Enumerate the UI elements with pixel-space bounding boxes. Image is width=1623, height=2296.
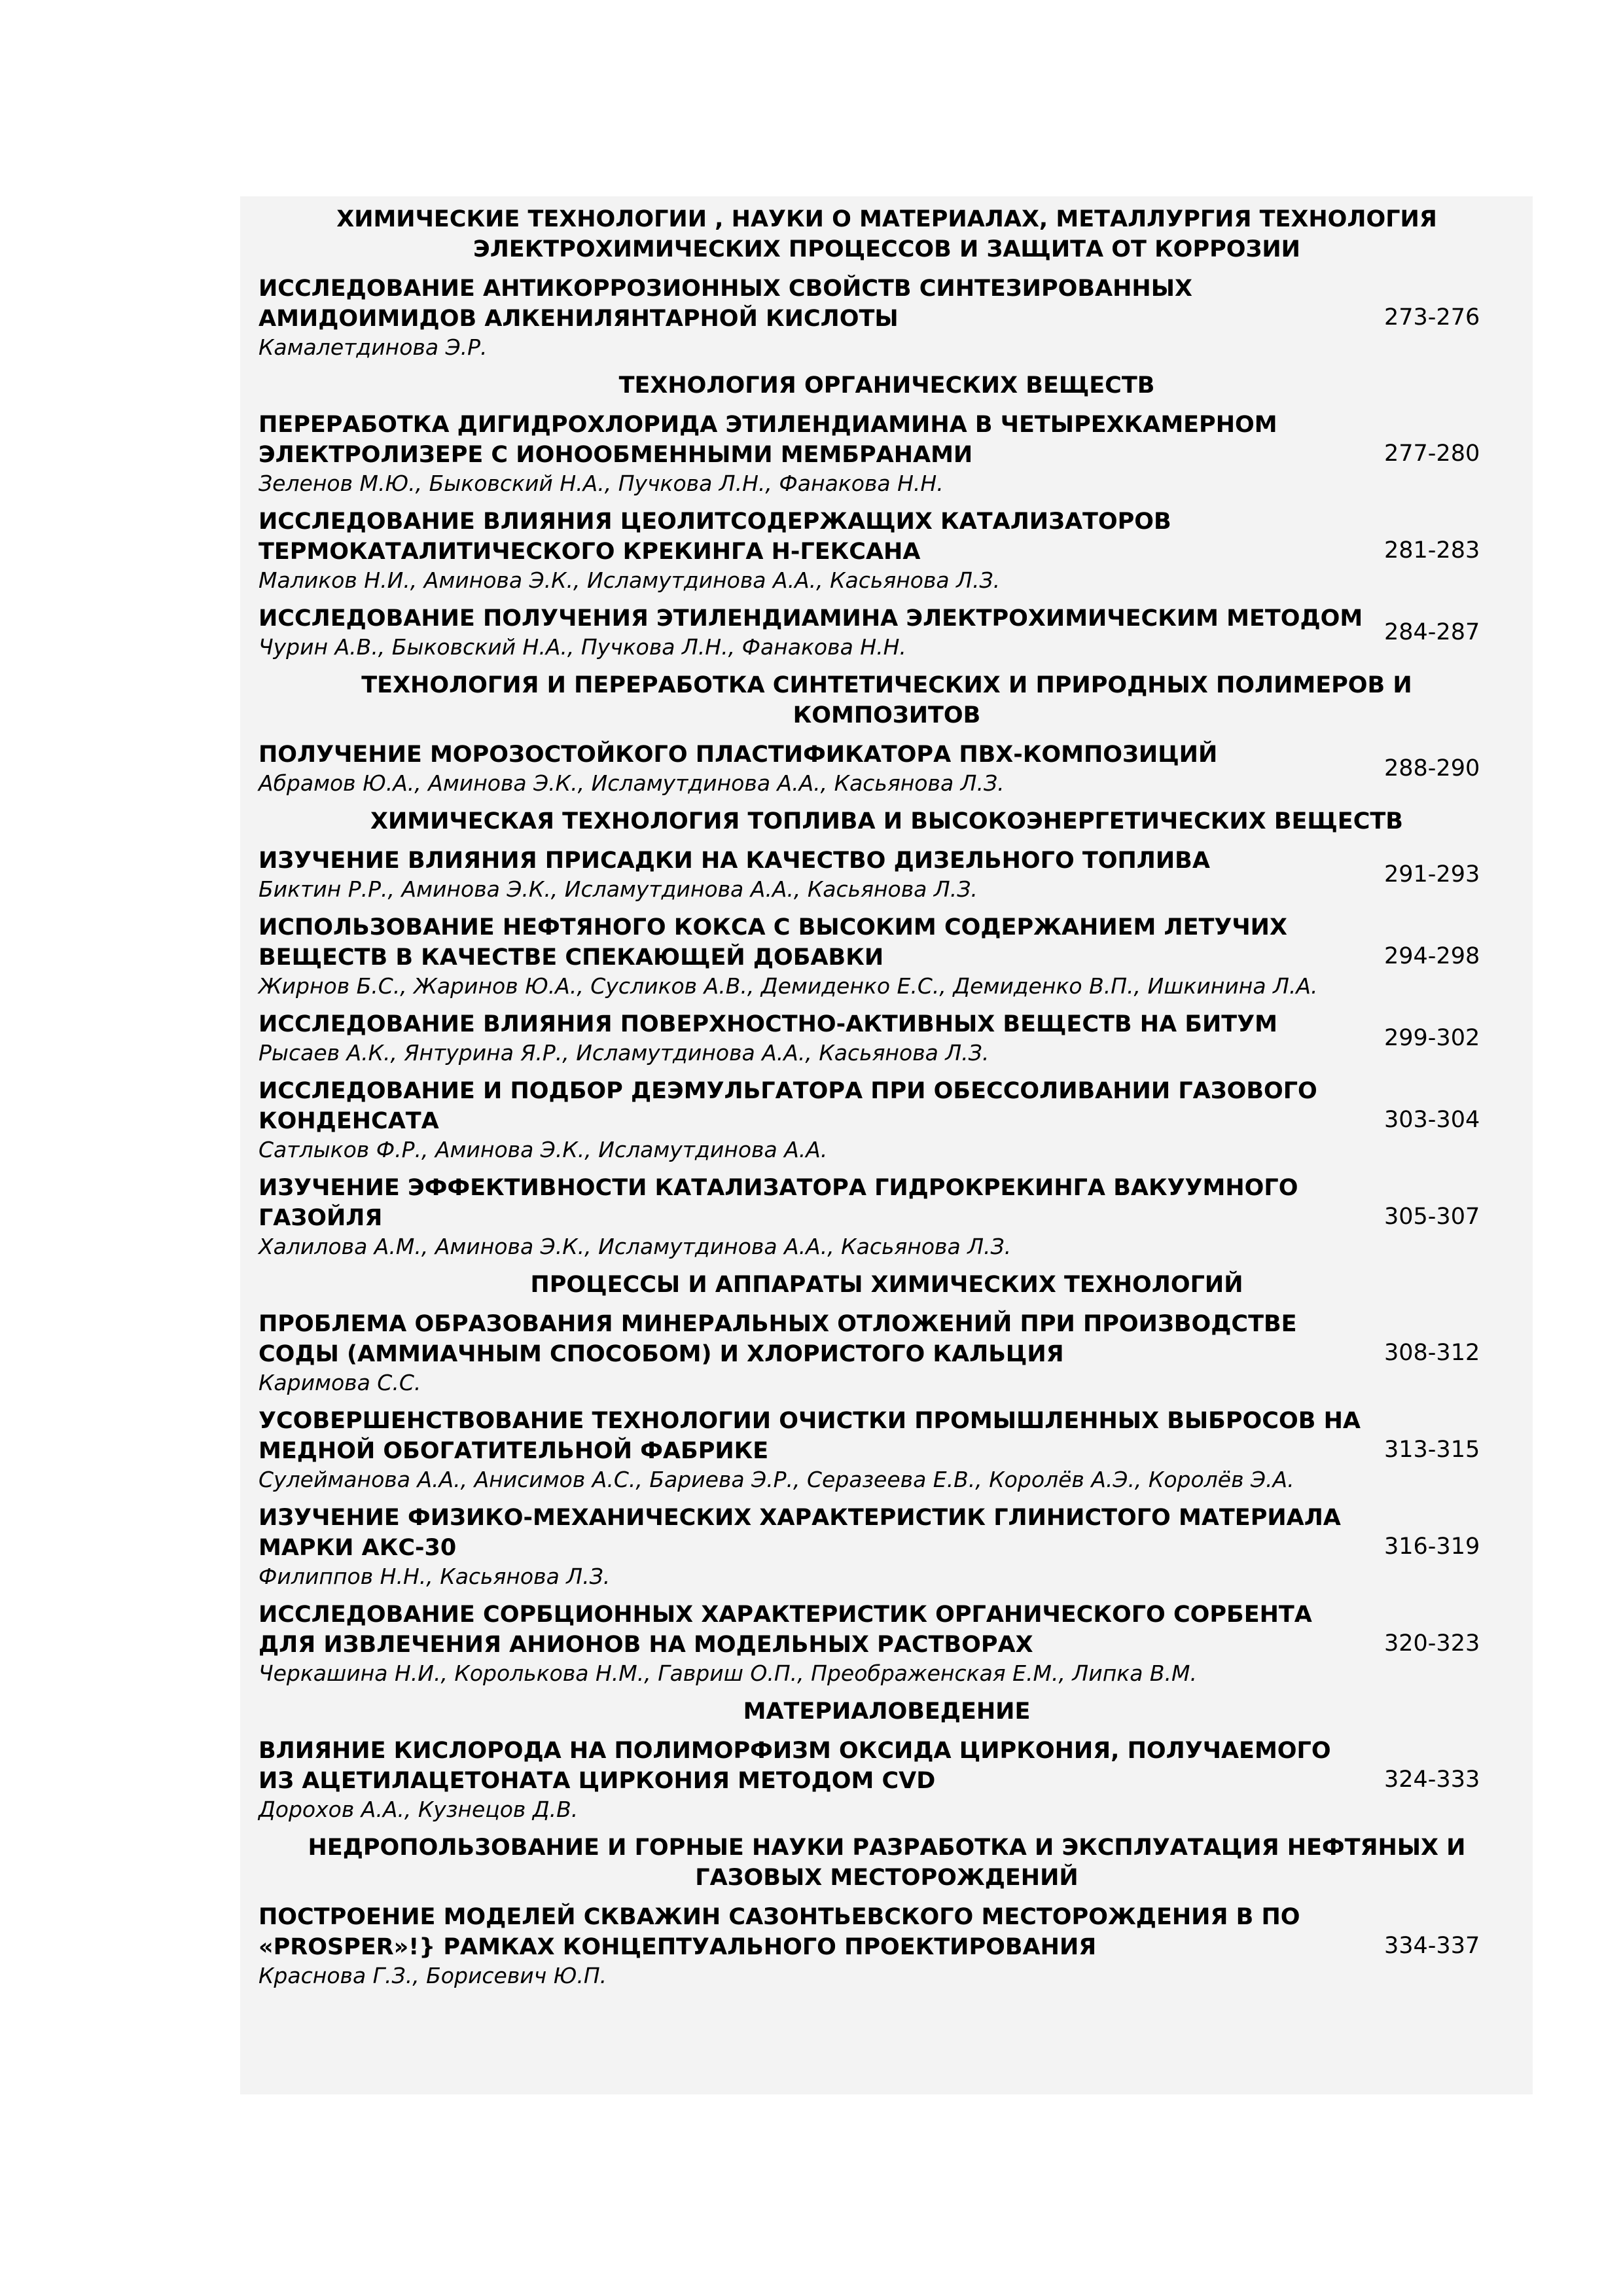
entry-page-range: 308-312 bbox=[1384, 1340, 1480, 1366]
entry-page-range: 320-323 bbox=[1384, 1630, 1480, 1657]
section-heading: МАТЕРИАЛОВЕДЕНИЕ bbox=[743, 1698, 1031, 1725]
entry-title: ПОЛУЧЕНИЕ МОРОЗОСТОЙКОГО ПЛАСТИФИКАТОРА ПВХ-КОМПОЗИЦИЙ bbox=[259, 742, 1218, 768]
entry-title: ПЕРЕРАБОТКА ДИГИДРОХЛОРИДА ЭТИЛЕНДИАМИНА В ЧЕТЫРЕХКАМЕРНОМ ЭЛЕКТРОЛИЗЕРЕ С ИОНООБМЕННЫМИ МЕМБРАНАМИ bbox=[259, 412, 1277, 468]
entry-text bbox=[259, 912, 1371, 1000]
entry-authors: Дорохов А.А., Кузнецов Д.В. bbox=[259, 1797, 579, 1822]
entry-title: ИССЛЕДОВАНИЕ ВЛИЯНИЯ ЦЕОЛИТСОДЕРЖАЩИХ КАТАЛИЗАТОРОВ ТЕРМОКАТАЛИТИЧЕСКОГО КРЕКИНГА Н-ГЕКСАНА bbox=[259, 509, 1171, 565]
entry-authors: Халилова А.М., Аминова Э.К., Исламутдинова А.А., Касьянова Л.З. bbox=[259, 1234, 1012, 1259]
entry-authors: Абрамов Ю.А., Аминова Э.К., Исламутдинова А.А., Касьянова Л.З. bbox=[259, 770, 1005, 796]
entry-title: ВЛИЯНИЕ КИСЛОРОДА НА ПОЛИМОРФИЗМ ОКСИДА ЦИРКОНИЯ, ПОЛУЧАЕМОГО ИЗ АЦЕТИЛАЦЕТОНАТА ЦИРКОНИЯ МЕТОДОМ CVD bbox=[259, 1738, 1331, 1794]
entry-authors: Жирнов Б.С., Жаринов Ю.А., Сусликов А.В., Демиденко Е.С., Демиденко В.П., Ишкинина Л.А. bbox=[259, 973, 1318, 999]
entry-text bbox=[259, 1902, 1371, 1990]
section-heading: НЕДРОПОЛЬЗОВАНИЕ И ГОРНЫЕ НАУКИ РАЗРАБОТКА И ЭКСПЛУАТАЦИЯ НЕФТЯНЫХ И ГАЗОВЫХ МЕСТОРОЖДЕНИЙ bbox=[308, 1835, 1466, 1891]
entry-page-range: 294-298 bbox=[1384, 943, 1480, 969]
toc-entry bbox=[259, 1736, 1515, 1823]
toc-entry bbox=[259, 1173, 1515, 1261]
entry-text bbox=[259, 274, 1371, 361]
entry-page-range: 305-307 bbox=[1384, 1204, 1480, 1230]
entry-text bbox=[259, 740, 1371, 797]
section-heading: ТЕХНОЛОГИЯ ОРГАНИЧЕСКИХ ВЕЩЕСТВ bbox=[618, 372, 1155, 399]
entry-authors: Филиппов Н.Н., Касьянова Л.З. bbox=[259, 1564, 611, 1589]
toc-entry bbox=[259, 740, 1515, 797]
toc-entry bbox=[259, 274, 1515, 361]
entry-text bbox=[259, 1736, 1371, 1823]
entry-text bbox=[259, 1173, 1371, 1261]
entry-authors: Каримова С.С. bbox=[259, 1370, 421, 1395]
entry-text bbox=[259, 1406, 1371, 1494]
entry-text bbox=[259, 410, 1371, 497]
entry-page-range: 324-333 bbox=[1384, 1767, 1480, 1793]
entry-title: ИЗУЧЕНИЕ ЭФФЕКТИВНОСТИ КАТАЛИЗАТОРА ГИДРОКРЕКИНГА ВАКУУМНОГО ГАЗОЙЛЯ bbox=[259, 1175, 1298, 1231]
section-heading: ПРОЦЕССЫ И АППАРАТЫ ХИМИЧЕСКИХ ТЕХНОЛОГИЙ bbox=[530, 1272, 1243, 1298]
entry-page-range: 288-290 bbox=[1384, 755, 1480, 781]
entry-page-range: 281-283 bbox=[1384, 537, 1480, 564]
entry-title: ИСПОЛЬЗОВАНИЕ НЕФТЯНОГО КОКСА С ВЫСОКИМ СОДЕРЖАНИЕМ ЛЕТУЧИХ ВЕЩЕСТВ В КАЧЕСТВЕ СПЕКАЮЩЕЙ ДОБАВКИ bbox=[259, 914, 1287, 971]
entry-authors: Рысаев А.К., Янтурина Я.Р., Исламутдинова А.А., Касьянова Л.З. bbox=[259, 1040, 990, 1066]
entry-authors: Маликов Н.И., Аминова Э.К., Исламутдинова А.А., Касьянова Л.З. bbox=[259, 567, 1001, 593]
entry-page-range: 303-304 bbox=[1384, 1107, 1480, 1133]
entry-title: ИССЛЕДОВАНИЕ И ПОДБОР ДЕЭМУЛЬГАТОРА ПРИ ОБЕССОЛИВАНИИ ГАЗОВОГО КОНДЕНСАТА bbox=[259, 1078, 1317, 1134]
entry-text bbox=[259, 1309, 1371, 1397]
entry-page-range: 284-287 bbox=[1384, 619, 1480, 645]
entry-authors: Чурин А.В., Быковский Н.А., Пучкова Л.Н., Фанакова Н.Н. bbox=[259, 634, 906, 660]
entry-title: ИССЛЕДОВАНИЕ АНТИКОРРОЗИОННЫХ СВОЙСТВ СИНТЕЗИРОВАННЫХ АМИДОИМИДОВ АЛКЕНИЛЯНТАРНОЙ КИСЛОТЫ bbox=[259, 276, 1192, 332]
section-heading: ТЕХНОЛОГИЯ И ПЕРЕРАБОТКА СИНТЕТИЧЕСКИХ И ПРИРОДНЫХ ПОЛИМЕРОВ И КОМПОЗИТОВ bbox=[361, 672, 1412, 728]
toc-entry bbox=[259, 912, 1515, 1000]
entry-authors: Сатлыков Ф.Р., Аминова Э.К., Исламутдинова А.А. bbox=[259, 1137, 828, 1162]
entry-page-range: 334-337 bbox=[1384, 1933, 1480, 1959]
toc-entry bbox=[259, 1009, 1515, 1067]
toc-entry bbox=[259, 1503, 1515, 1590]
entry-authors: Черкашина Н.И., Королькова Н.М., Гавриш О.П., Преображенская Е.М., Липка В.М. bbox=[259, 1660, 1198, 1686]
entry-text bbox=[259, 603, 1371, 661]
toc-entry bbox=[259, 846, 1515, 903]
entry-title: ИССЛЕДОВАНИЕ СОРБЦИОННЫХ ХАРАКТЕРИСТИК ОРГАНИЧЕСКОГО СОРБЕНТА ДЛЯ ИЗВЛЕЧЕНИЯ АНИОНОВ НА МОДЕЛЬНЫХ РАСТВОРАХ bbox=[259, 1602, 1312, 1658]
entry-text bbox=[259, 1009, 1371, 1067]
entry-page-range: 291-293 bbox=[1384, 861, 1480, 888]
toc-entry bbox=[259, 1406, 1515, 1494]
entry-text bbox=[259, 507, 1371, 594]
entry-title: ИЗУЧЕНИЕ ВЛИЯНИЯ ПРИСАДКИ НА КАЧЕСТВО ДИЗЕЛЬНОГО ТОПЛИВА bbox=[259, 848, 1210, 874]
entry-authors: Краснова Г.З., Борисевич Ю.П. bbox=[259, 1963, 607, 1988]
entry-authors: Биктин Р.Р., Аминова Э.К., Исламутдинова А.А., Касьянова Л.З. bbox=[259, 876, 978, 902]
toc-entry bbox=[259, 1309, 1515, 1397]
entry-text bbox=[259, 1600, 1371, 1687]
entry-title: ПОСТРОЕНИЕ МОДЕЛЕЙ СКВАЖИН САЗОНТЬЕВСКОГО МЕСТОРОЖДЕНИЯ В ПО «PROSPER»!} РАМКАХ КОНЦЕПТУАЛЬНОГО ПРОЕКТИРОВАНИЯ bbox=[259, 1904, 1300, 1960]
section-heading: ХИМИЧЕСКАЯ ТЕХНОЛОГИЯ ТОПЛИВА И ВЫСОКОЭНЕРГЕТИЧЕСКИХ ВЕЩЕСТВ bbox=[370, 808, 1403, 834]
entry-page-range: 273-276 bbox=[1384, 304, 1480, 331]
entry-title: ИССЛЕДОВАНИЕ ВЛИЯНИЯ ПОВЕРХНОСТНО-АКТИВНЫХ ВЕЩЕСТВ НА БИТУМ bbox=[259, 1011, 1277, 1037]
entry-text bbox=[259, 1503, 1371, 1590]
entry-page-range: 313-315 bbox=[1384, 1437, 1480, 1463]
entry-authors: Камалетдинова Э.Р. bbox=[259, 334, 488, 360]
entry-authors: Сулейманова А.А., Анисимов А.С., Бариева Э.Р., Серазеева Е.В., Королёв А.Э., Королёв Э.А. bbox=[259, 1467, 1294, 1492]
entry-text bbox=[259, 1076, 1371, 1164]
toc-entry bbox=[259, 1076, 1515, 1164]
section-heading: ХИМИЧЕСКИЕ ТЕХНОЛОГИИ , НАУКИ О МАТЕРИАЛАХ, МЕТАЛЛУРГИЯ ТЕХНОЛОГИЯ ЭЛЕКТРОХИМИЧЕСКИХ ПРОЦЕССОВ И ЗАЩИТА ОТ КОРРОЗИИ bbox=[336, 206, 1437, 262]
entry-title: ПРОБЛЕМА ОБРАЗОВАНИЯ МИНЕРАЛЬНЫХ ОТЛОЖЕНИЙ ПРИ ПРОИЗВОДСТВЕ СОДЫ (АММИАЧНЫМ СПОСОБОМ) И ХЛОРИСТОГО КАЛЬЦИЯ bbox=[259, 1311, 1297, 1367]
toc-entry bbox=[259, 410, 1515, 497]
entry-title: ИЗУЧЕНИЕ ФИЗИКО-МЕХАНИЧЕСКИХ ХАРАКТЕРИСТИК ГЛИНИСТОГО МАТЕРИАЛА МАРКИ АКС-30 bbox=[259, 1505, 1341, 1561]
toc-entry bbox=[259, 1902, 1515, 1990]
toc-entry bbox=[259, 603, 1515, 661]
entry-text bbox=[259, 846, 1371, 903]
entry-title: УСОВЕРШЕНСТВОВАНИЕ ТЕХНОЛОГИИ ОЧИСТКИ ПРОМЫШЛЕННЫХ ВЫБРОСОВ НА МЕДНОЙ ОБОГАТИТЕЛЬНОЙ ФАБРИКЕ bbox=[259, 1408, 1361, 1464]
entry-title: ИССЛЕДОВАНИЕ ПОЛУЧЕНИЯ ЭТИЛЕНДИАМИНА ЭЛЕКТРОХИМИЧЕСКИМ МЕТОДОМ bbox=[259, 605, 1363, 632]
toc-entry bbox=[259, 1600, 1515, 1687]
entry-authors: Зеленов М.Ю., Быковский Н.А., Пучкова Л.Н., Фанакова Н.Н. bbox=[259, 471, 944, 496]
entry-page-range: 299-302 bbox=[1384, 1025, 1480, 1051]
toc-entry bbox=[259, 507, 1515, 594]
entry-page-range: 316-319 bbox=[1384, 1534, 1480, 1560]
entry-page-range: 277-280 bbox=[1384, 440, 1480, 467]
table-of-contents bbox=[259, 204, 1515, 1999]
